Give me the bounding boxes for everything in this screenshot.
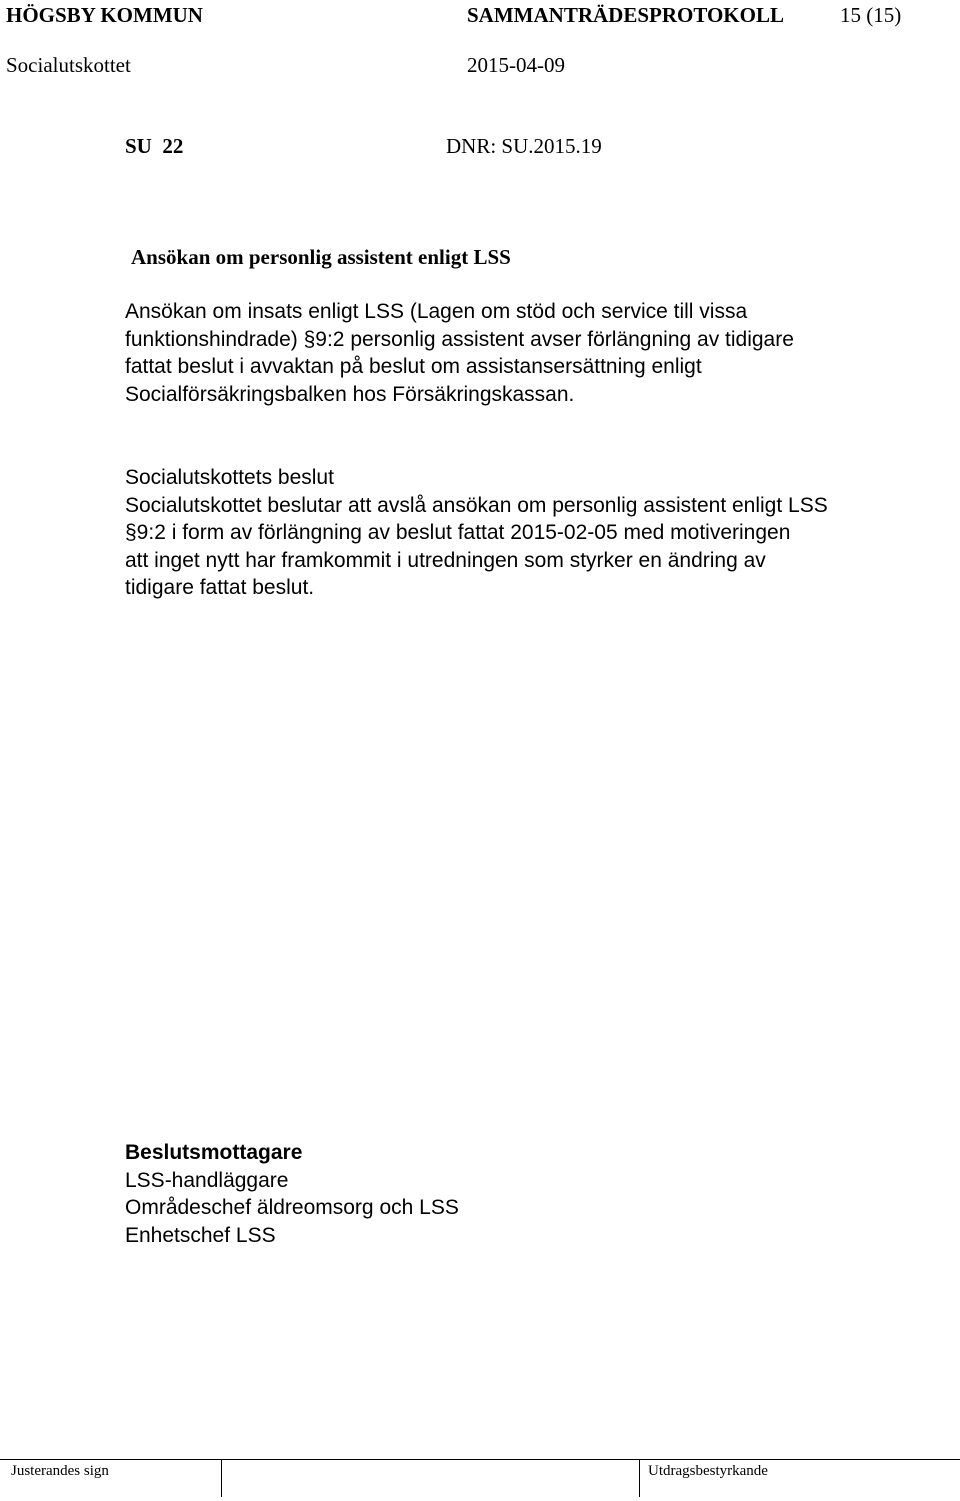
document-type: SAMMANTRÄDESPROTOKOLL: [467, 3, 784, 27]
intro-paragraph: [125, 298, 905, 408]
recipients-section: [125, 1139, 725, 1249]
footer-sign-label: Justerandes sign: [11, 1463, 109, 1479]
footer-divider: [221, 1459, 222, 1497]
municipality-name: HÖGSBY KOMMUN: [6, 3, 203, 27]
committee-name: Socialutskottet: [6, 53, 131, 77]
recipients-heading: Beslutsmottagare: [125, 1141, 303, 1164]
intro-line: fattat beslut i avvaktan på beslut om assistansersättning enligt: [125, 355, 702, 378]
footer-certify-label: Utdragsbestyrkande: [648, 1463, 768, 1479]
intro-line: funktionshindrade) §9:2 personlig assistent avser förlängning av tidigare: [125, 327, 794, 351]
page-title: Ansökan om personlig assistent enligt LSS: [131, 245, 511, 269]
recipient-item: Enhetschef LSS: [125, 1223, 276, 1247]
recipient-item: Områdeschef äldreomsorg och LSS: [125, 1196, 459, 1219]
decision-line: §9:2 i form av förlängning av beslut fattat 2015-02-05 med motiveringen: [125, 521, 791, 544]
footer-rule: [0, 1459, 960, 1460]
intro-line: Ansökan om insats enligt LSS (Lagen om stöd och service till vissa: [125, 300, 748, 323]
case-dnr: DNR: SU.2015.19: [446, 134, 602, 158]
decision-heading: Socialutskottets beslut: [125, 466, 334, 489]
meeting-date: 2015-04-09: [467, 53, 565, 77]
case-number: SU 22: [125, 134, 184, 158]
decision-line: Socialutskottet beslutar att avslå ansökan om personlig assistent enligt LSS: [125, 493, 828, 517]
footer-divider: [639, 1459, 640, 1497]
decision-section: [125, 464, 925, 602]
recipient-item: LSS-handläggare: [125, 1168, 289, 1192]
decision-line: tidigare fattat beslut.: [125, 576, 315, 599]
decision-line: att inget nytt har framkommit i utredningen som styrker en ändring av: [125, 548, 766, 572]
page-number: 15 (15): [840, 3, 902, 27]
intro-line: Socialförsäkringsbalken hos Försäkringskassan.: [125, 382, 575, 406]
